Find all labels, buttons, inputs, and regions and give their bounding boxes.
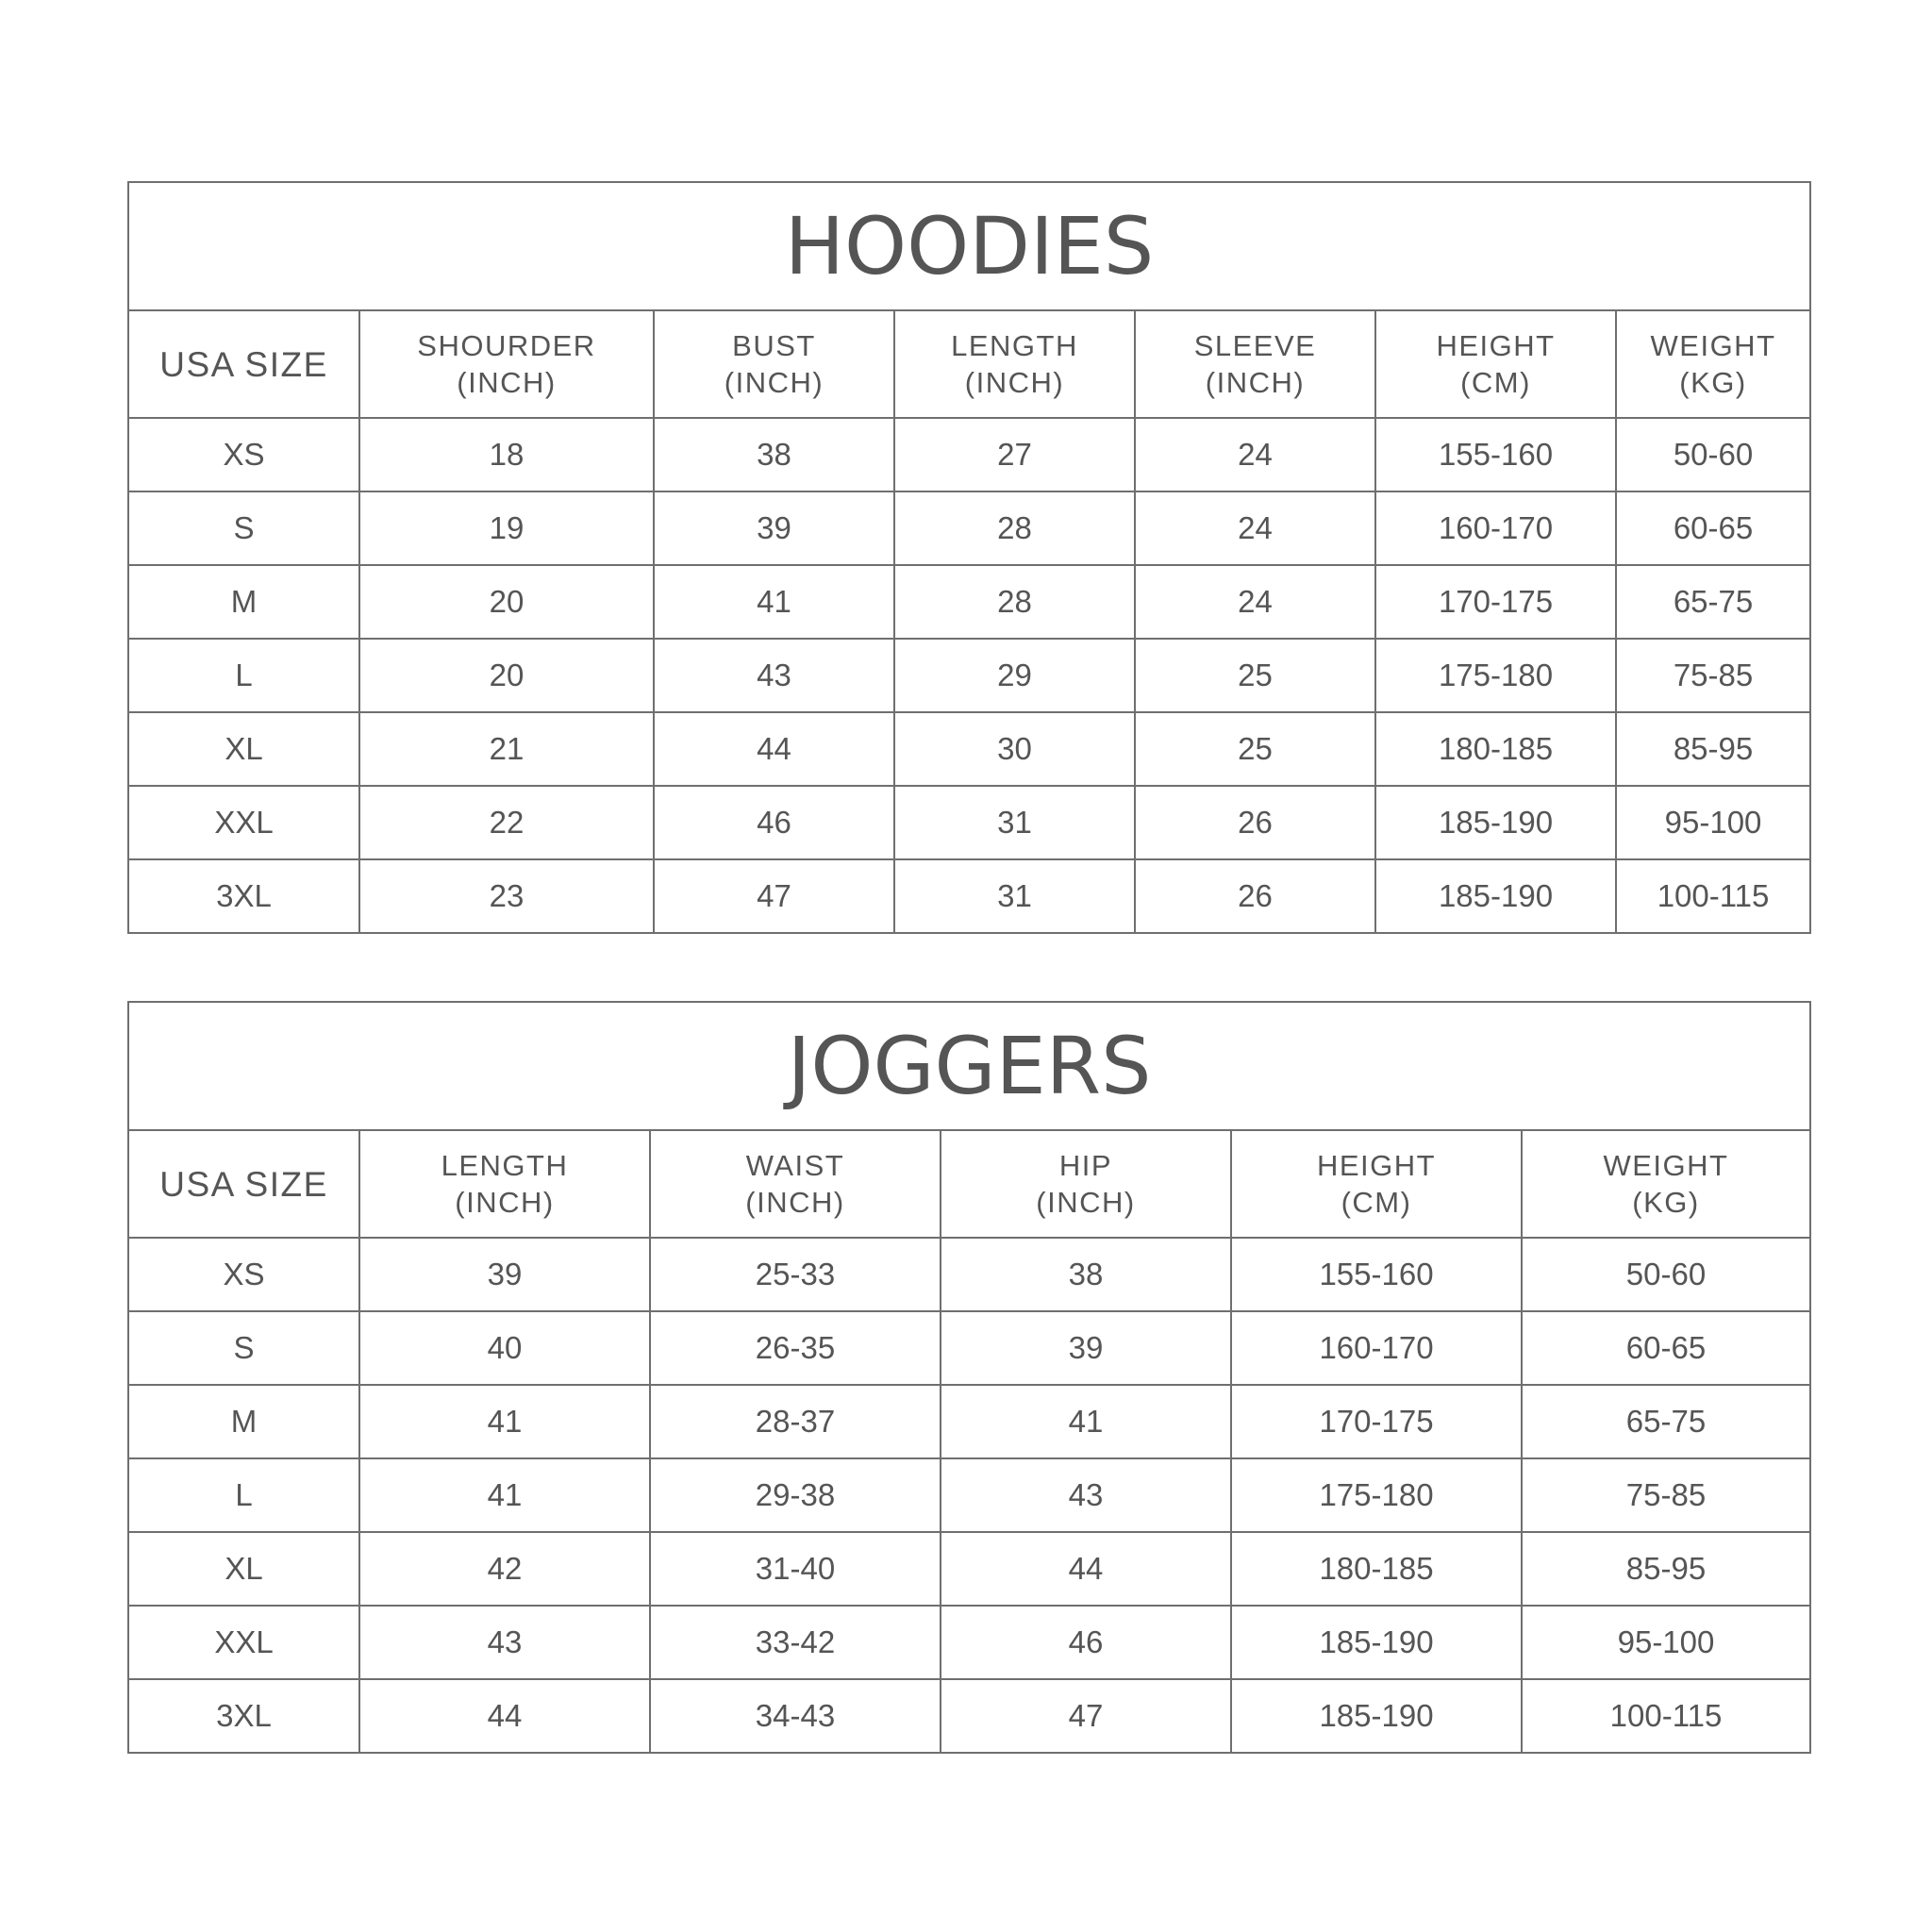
measurement-cell: 46	[654, 786, 894, 859]
measurement-cell: 50-60	[1522, 1238, 1810, 1311]
measurement-cell: 39	[654, 491, 894, 565]
column-header-unit: (INCH)	[745, 1186, 845, 1219]
size-cell: XXL	[128, 1606, 359, 1679]
size-cell: S	[128, 491, 359, 565]
column-header-label: LENGTH	[951, 329, 1078, 362]
column-header-label: WAIST	[745, 1149, 845, 1182]
measurement-cell: 75-85	[1616, 639, 1810, 712]
column-header-unit: (INCH)	[724, 366, 824, 399]
measurement-cell: 24	[1135, 565, 1375, 639]
joggers-column-header	[1522, 1130, 1810, 1238]
measurement-cell: 30	[894, 712, 1135, 786]
measurement-cell: 28	[894, 491, 1135, 565]
hoodies-title-row	[128, 182, 1810, 310]
measurement-cell: 175-180	[1375, 639, 1616, 712]
measurement-cell: 24	[1135, 491, 1375, 565]
measurement-cell: 18	[359, 418, 654, 491]
size-cell: M	[128, 1385, 359, 1458]
measurement-cell: 50-60	[1616, 418, 1810, 491]
hoodies-table-row	[128, 712, 1810, 786]
measurement-cell: 160-170	[1231, 1311, 1522, 1385]
joggers-column-header	[128, 1130, 359, 1238]
column-header-label: SLEEVE	[1193, 329, 1317, 362]
joggers-column-header	[650, 1130, 941, 1238]
joggers-table-row	[128, 1385, 1810, 1458]
hoodies-column-header	[359, 310, 654, 418]
size-cell: S	[128, 1311, 359, 1385]
measurement-cell: 60-65	[1522, 1311, 1810, 1385]
column-header-label: WEIGHT	[1603, 1149, 1729, 1182]
measurement-cell: 160-170	[1375, 491, 1616, 565]
measurement-cell: 85-95	[1616, 712, 1810, 786]
column-header-label: WEIGHT	[1650, 329, 1776, 362]
measurement-cell: 155-160	[1231, 1238, 1522, 1311]
joggers-column-header	[941, 1130, 1231, 1238]
measurement-cell: 33-42	[650, 1606, 941, 1679]
joggers-table-row	[128, 1679, 1810, 1753]
column-header-label: HEIGHT	[1316, 1149, 1437, 1182]
measurement-cell: 41	[941, 1385, 1231, 1458]
joggers-table-row	[128, 1458, 1810, 1532]
measurement-cell: 43	[654, 639, 894, 712]
measurement-cell: 26-35	[650, 1311, 941, 1385]
joggers-column-header	[359, 1130, 650, 1238]
measurement-cell: 39	[359, 1238, 650, 1311]
size-cell: M	[128, 565, 359, 639]
joggers-table-body	[128, 1002, 1810, 1753]
hoodies-table-row	[128, 786, 1810, 859]
hoodies-table-row	[128, 491, 1810, 565]
measurement-cell: 185-190	[1375, 859, 1616, 933]
measurement-cell: 28-37	[650, 1385, 941, 1458]
size-cell: XS	[128, 418, 359, 491]
hoodies-column-header	[1616, 310, 1810, 418]
column-header-unit: (INCH)	[455, 1186, 555, 1219]
measurement-cell: 23	[359, 859, 654, 933]
measurement-cell: 29	[894, 639, 1135, 712]
measurement-cell: 28	[894, 565, 1135, 639]
column-header-label: USA SIZE	[159, 1164, 328, 1204]
measurement-cell: 185-190	[1231, 1606, 1522, 1679]
size-cell: L	[128, 1458, 359, 1532]
measurement-cell: 41	[654, 565, 894, 639]
joggers-table-row	[128, 1238, 1810, 1311]
measurement-cell: 38	[654, 418, 894, 491]
column-header-unit: (INCH)	[964, 366, 1065, 399]
hoodies-header-row	[128, 310, 1810, 418]
measurement-cell: 19	[359, 491, 654, 565]
column-header-unit: (KG)	[1679, 366, 1747, 399]
measurement-cell: 25	[1135, 639, 1375, 712]
joggers-title: JOGGERS	[128, 1002, 1810, 1130]
measurement-cell: 60-65	[1616, 491, 1810, 565]
size-cell: XS	[128, 1238, 359, 1311]
measurement-cell: 38	[941, 1238, 1231, 1311]
measurement-cell: 29-38	[650, 1458, 941, 1532]
measurement-cell: 47	[654, 859, 894, 933]
column-header-unit: (INCH)	[1036, 1186, 1136, 1219]
column-header-label: USA SIZE	[159, 344, 328, 384]
measurement-cell: 44	[654, 712, 894, 786]
measurement-cell: 42	[359, 1532, 650, 1606]
measurement-cell: 25	[1135, 712, 1375, 786]
measurement-cell: 44	[359, 1679, 650, 1753]
measurement-cell: 47	[941, 1679, 1231, 1753]
measurement-cell: 180-185	[1231, 1532, 1522, 1606]
joggers-header-row	[128, 1130, 1810, 1238]
hoodies-size-table	[127, 181, 1811, 934]
measurement-cell: 100-115	[1522, 1679, 1810, 1753]
column-header-unit: (CM)	[1341, 1186, 1412, 1219]
measurement-cell: 43	[941, 1458, 1231, 1532]
measurement-cell: 180-185	[1375, 712, 1616, 786]
joggers-title-row	[128, 1002, 1810, 1130]
measurement-cell: 20	[359, 565, 654, 639]
hoodies-column-header	[894, 310, 1135, 418]
measurement-cell: 44	[941, 1532, 1231, 1606]
measurement-cell: 170-175	[1375, 565, 1616, 639]
column-header-unit: (CM)	[1460, 366, 1531, 399]
measurement-cell: 65-75	[1522, 1385, 1810, 1458]
measurement-cell: 175-180	[1231, 1458, 1522, 1532]
size-cell: 3XL	[128, 859, 359, 933]
hoodies-table-row	[128, 565, 1810, 639]
measurement-cell: 155-160	[1375, 418, 1616, 491]
joggers-table-row	[128, 1311, 1810, 1385]
measurement-cell: 26	[1135, 786, 1375, 859]
column-header-label: LENGTH	[441, 1149, 569, 1182]
column-header-unit: (INCH)	[457, 366, 557, 399]
column-header-label: SHOURDER	[417, 329, 596, 362]
hoodies-table-row	[128, 418, 1810, 491]
measurement-cell: 43	[359, 1606, 650, 1679]
column-header-label: BUST	[732, 329, 816, 362]
size-cell: 3XL	[128, 1679, 359, 1753]
measurement-cell: 24	[1135, 418, 1375, 491]
hoodies-table-body	[128, 182, 1810, 933]
measurement-cell: 95-100	[1522, 1606, 1810, 1679]
measurement-cell: 20	[359, 639, 654, 712]
hoodies-column-header	[1375, 310, 1616, 418]
joggers-table-row	[128, 1606, 1810, 1679]
measurement-cell: 34-43	[650, 1679, 941, 1753]
column-header-unit: (INCH)	[1205, 366, 1306, 399]
measurement-cell: 27	[894, 418, 1135, 491]
column-header-unit: (KG)	[1632, 1186, 1700, 1219]
measurement-cell: 170-175	[1231, 1385, 1522, 1458]
measurement-cell: 31-40	[650, 1532, 941, 1606]
column-header-label: HIP	[1058, 1149, 1113, 1182]
measurement-cell: 41	[359, 1385, 650, 1458]
measurement-cell: 40	[359, 1311, 650, 1385]
size-cell: XL	[128, 1532, 359, 1606]
measurement-cell: 41	[359, 1458, 650, 1532]
joggers-column-header	[1231, 1130, 1522, 1238]
measurement-cell: 39	[941, 1311, 1231, 1385]
hoodies-title: HOODIES	[128, 182, 1810, 310]
joggers-table-row	[128, 1532, 1810, 1606]
measurement-cell: 31	[894, 859, 1135, 933]
measurement-cell: 26	[1135, 859, 1375, 933]
measurement-cell: 21	[359, 712, 654, 786]
size-cell: XL	[128, 712, 359, 786]
measurement-cell: 46	[941, 1606, 1231, 1679]
measurement-cell: 31	[894, 786, 1135, 859]
measurement-cell: 22	[359, 786, 654, 859]
measurement-cell: 185-190	[1375, 786, 1616, 859]
hoodies-table-row	[128, 639, 1810, 712]
measurement-cell: 95-100	[1616, 786, 1810, 859]
size-cell: XXL	[128, 786, 359, 859]
hoodies-table-row	[128, 859, 1810, 933]
measurement-cell: 85-95	[1522, 1532, 1810, 1606]
measurement-cell: 75-85	[1522, 1458, 1810, 1532]
measurement-cell: 25-33	[650, 1238, 941, 1311]
hoodies-column-header	[654, 310, 894, 418]
measurement-cell: 100-115	[1616, 859, 1810, 933]
measurement-cell: 185-190	[1231, 1679, 1522, 1753]
hoodies-column-header	[1135, 310, 1375, 418]
measurement-cell: 65-75	[1616, 565, 1810, 639]
column-header-label: HEIGHT	[1436, 329, 1556, 362]
hoodies-column-header	[128, 310, 359, 418]
size-cell: L	[128, 639, 359, 712]
joggers-size-table	[127, 1001, 1811, 1754]
